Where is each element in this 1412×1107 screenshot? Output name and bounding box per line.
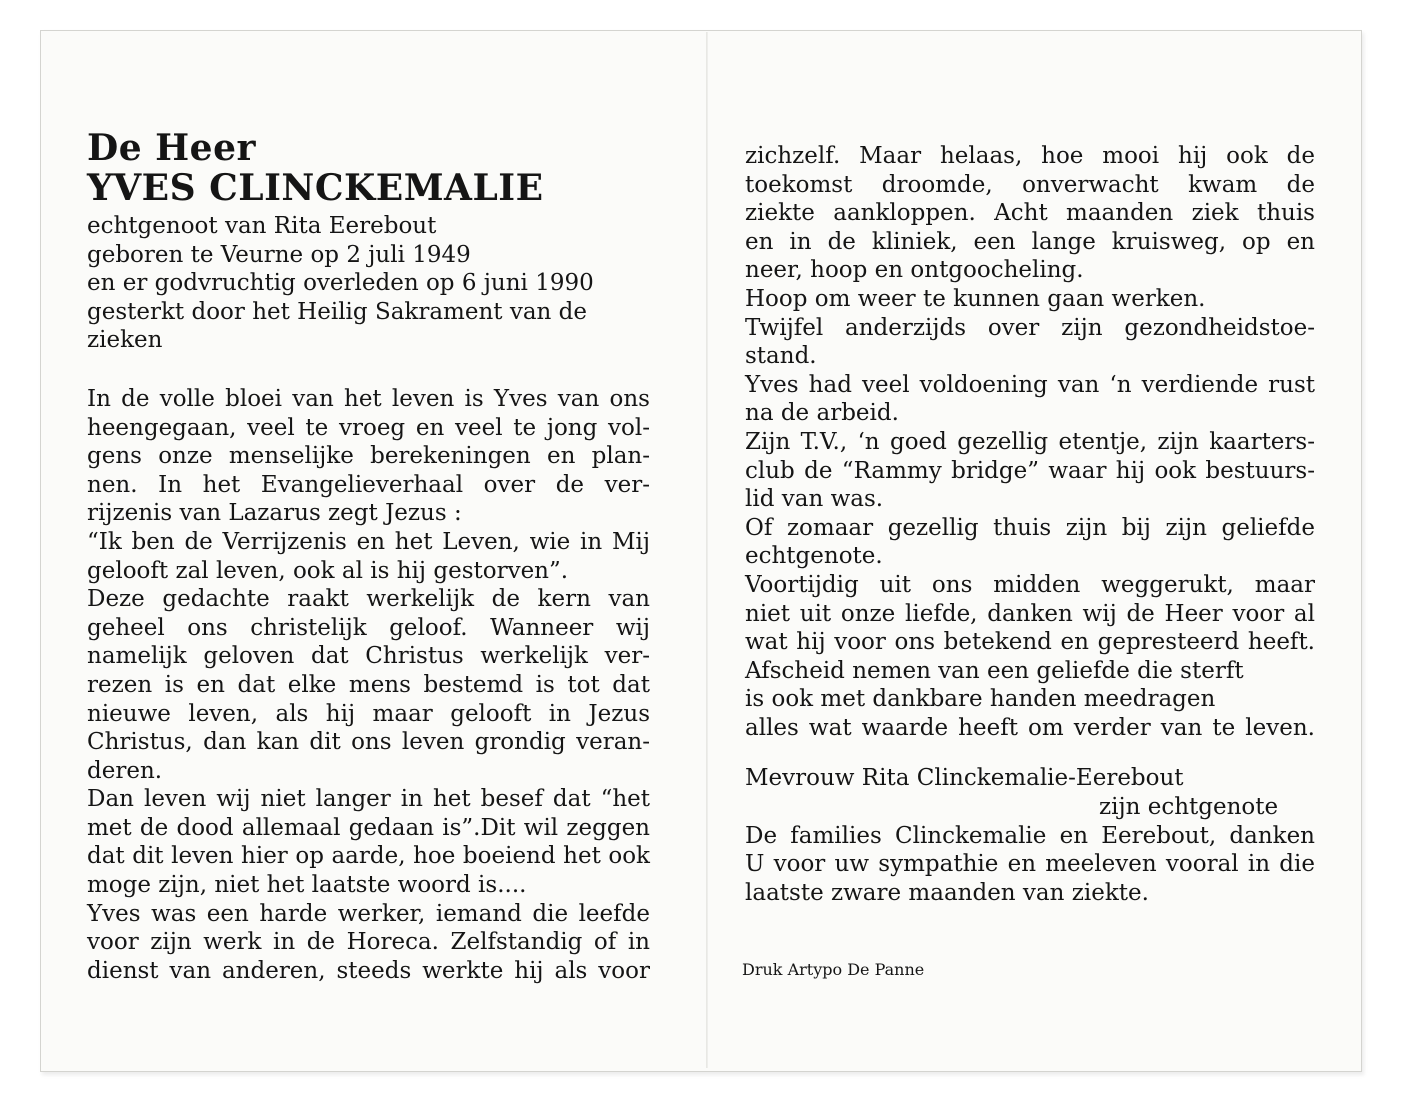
text-line: voor zijn werk in de Horeca. Zelfstandig of in	[87, 929, 650, 956]
text-line: na de arbeid.	[745, 400, 899, 427]
text-line: en in de kliniek, een lange kruisweg, op en	[745, 228, 1315, 255]
text-line: nen. In het Evangelieverhaal over de ver-	[87, 471, 650, 498]
text-line: Deze gedachte raakt werkelijk de kern van	[87, 586, 650, 613]
text-line: neer, hoop en ontgoocheling.	[745, 257, 1084, 284]
printer-credit: Druk Artypo De Panne	[742, 960, 925, 979]
text-line: namelijk geloven dat Christus werkelijk ver-	[87, 643, 650, 670]
text-line: niet uit onze liefde, danken wij de Heer voor al	[745, 600, 1315, 627]
thanks-line: U voor uw sympathie en meeleven vooral in die	[745, 851, 1315, 878]
text-line: Hoop om weer te kunnen gaan werken.	[745, 285, 1206, 312]
text-line: Twijfel anderzijds over zijn gezondheidstoe-	[745, 314, 1315, 341]
card-fold	[706, 32, 708, 1068]
text-line: Of zomaar gezellig thuis zijn bij zijn geliefde	[745, 514, 1315, 541]
thanks-line: De families Clinckemalie en Eerebout, danken	[745, 822, 1315, 849]
text-line: dienst van anderen, steeds werkte hij als voor	[87, 957, 650, 984]
thanks-block	[745, 764, 1315, 907]
text-line: In de volle bloei van het leven is Yves van ons	[87, 385, 650, 412]
text-line: Yves had veel voldoening van ‘n verdiende rust	[745, 371, 1315, 398]
intro-line: gesterkt door het Heilig Sakrament van de	[87, 298, 588, 325]
text-line: lid van was.	[745, 486, 884, 513]
right-page	[745, 142, 1315, 907]
text-line: rijzenis van Lazarus zegt Jezus :	[87, 500, 462, 527]
intro-line: zieken	[87, 327, 163, 354]
text-line: Dan leven wij niet langer in het besef dat “het	[87, 786, 650, 813]
thanks-line: laatste zware maanden van ziekte.	[745, 879, 1149, 906]
text-line: moge zijn, niet het laatste woord is....	[87, 872, 527, 899]
left-body-text	[87, 385, 650, 985]
right-body-text	[745, 142, 1315, 742]
text-line: Yves was een harde werker, iemand die leefde	[87, 900, 650, 927]
deceased-name: YVES CLINCKEMALIE	[87, 167, 544, 209]
text-line: Afscheid nemen van een geliefde die sterft	[745, 657, 1244, 684]
text-line: heengegaan, veel te vroeg en veel te jong vol-	[87, 414, 650, 441]
text-line: geheel ons christelijk geloof. Wanneer wij	[87, 614, 650, 641]
text-line: is ook met dankbare handen meedragen	[745, 686, 1216, 713]
intro-line: echtgenoot van Rita Eerebout	[87, 213, 437, 239]
text-line: echtgenote.	[745, 543, 883, 570]
text-line: “Ik ben de Verrijzenis en het Leven, wie in Mij	[87, 528, 650, 555]
intro-line: en er godvruchtig overleden op 6 juni 1990	[87, 270, 594, 297]
intro-block	[87, 212, 650, 355]
text-line: dat dit leven hier op aarde, hoe boeiend het ook	[87, 843, 650, 870]
text-line: Voortijdig uit ons midden weggerukt, maar	[745, 571, 1315, 598]
text-line: Zijn T.V., ‘n goed gezellig etentje, zijn kaarters-	[745, 428, 1315, 455]
honorific-title: De Heer	[87, 127, 256, 169]
intro-line: geboren te Veurne op 2 juli 1949	[87, 241, 471, 268]
text-line: stand.	[745, 343, 817, 370]
text-line: gelooft zal leven, ook al is hij gestorven”.	[87, 557, 569, 584]
text-line: wat hij voor ons betekend en gepresteerd heeft.	[745, 629, 1315, 656]
text-line: ziekte aankloppen. Acht maanden ziek thuis	[745, 200, 1315, 227]
text-line: toekomst droomde, onverwacht kwam de	[745, 171, 1315, 198]
text-line: gens onze menselijke berekeningen en plan-	[87, 443, 650, 470]
text-line: alles wat waarde heeft om verder van te leven.	[745, 714, 1315, 741]
text-line: rezen is en dat elke mens bestemd is tot dat	[87, 671, 650, 698]
widow-relation: zijn echtgenote	[1099, 794, 1279, 821]
text-line: zichzelf. Maar helaas, hoe mooi hij ook de	[745, 143, 1315, 169]
text-line: deren.	[87, 757, 163, 784]
text-line: met de dood allemaal gedaan is”.Dit wil zeggen	[87, 814, 650, 841]
text-line: nieuwe leven, als hij maar gelooft in Jezus	[87, 700, 650, 727]
text-line: club de “Rammy bridge” waar hij ook bestuurs-	[745, 457, 1315, 484]
text-line: Christus, dan kan dit ons leven grondig veran-	[87, 729, 650, 756]
left-page	[87, 128, 650, 985]
widow-name: Mevrouw Rita Clinckemalie-Eerebout	[745, 765, 1184, 792]
